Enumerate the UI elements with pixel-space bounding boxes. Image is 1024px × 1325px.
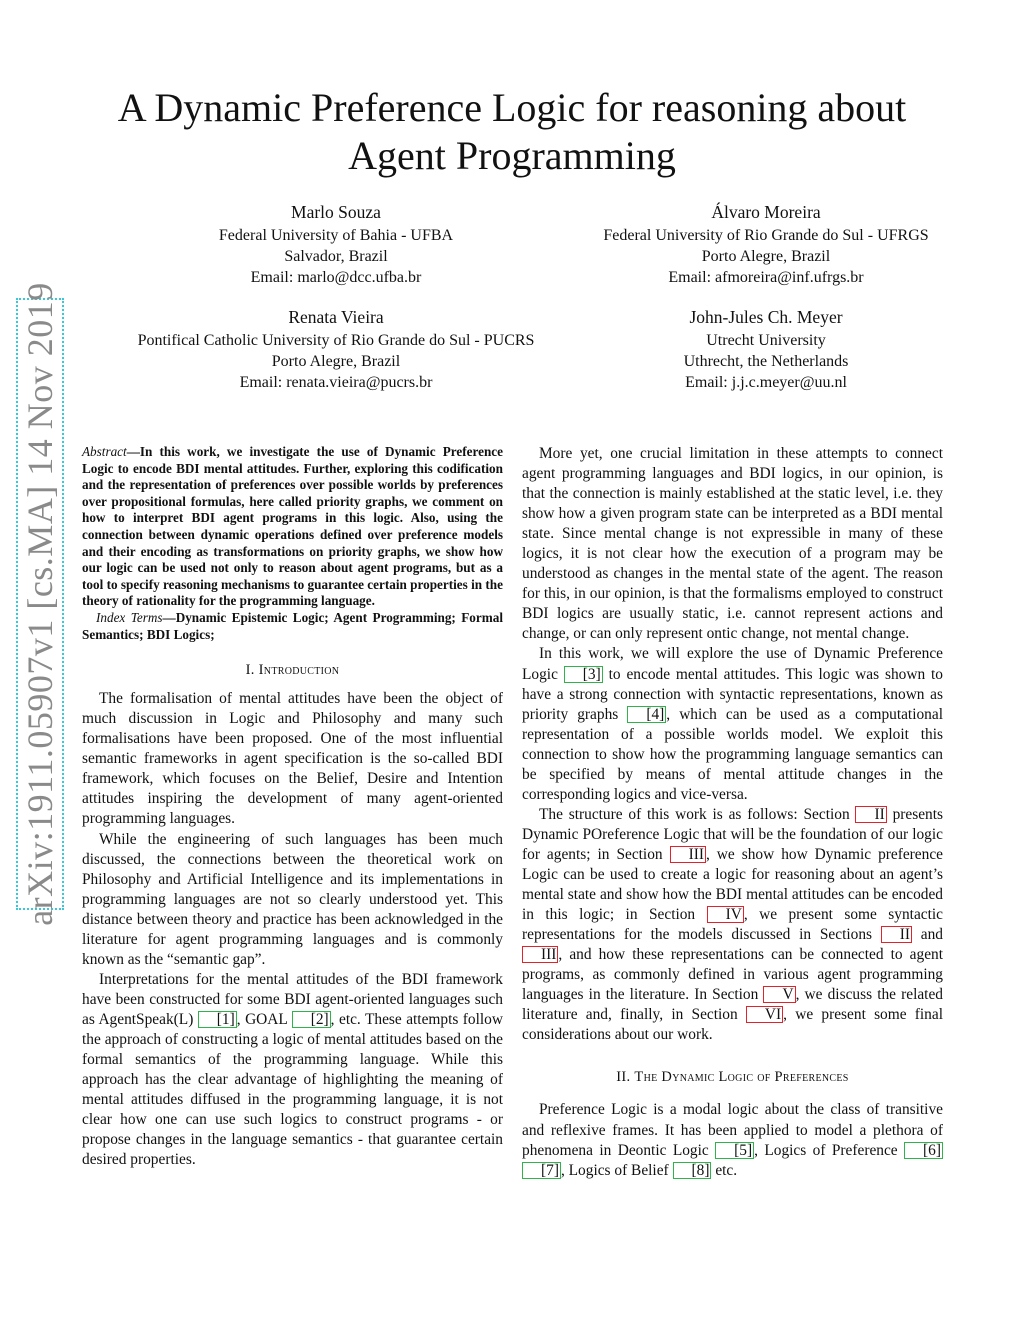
author-email: Email: marlo@dcc.ufba.br	[250, 269, 422, 286]
author-name: John-Jules Ch. Meyer	[689, 307, 843, 327]
paragraph: The structure of this work is as follows: Section II presents Dynamic POreference Logic that will be the foundation of our logic for agents; in Section III , we show how Dynamic preference Logic can be used to create a logic for reasoning about an agent’s mental state and show how the BDI mental attitudes can be encoded in this logic; in Section IV , we present some syntactic representations for the models discussed in Sections II and III , and how these representations can be connected to agent programs, as commonly defined in various agent programming languages in the literature. In Section V , we discuss the related literature and, finally, in Section VI , we present some final considerations about our work.	[522, 805, 944, 1044]
paragraph: In this work, we will explore the use of Dynamic Preference Logic [3] to encode mental attitudes. This logic was shown to have a strong connection with syntactic representations, known as priority graphs [4] , which can be used as a computational representation of a possible worlds model. We exploit this connection to show how the programming language semantics can be specified by means of mental attitude changes in the corresponding logics and vice-versa.	[522, 645, 943, 803]
author-location: Salvador, Brazil	[284, 248, 388, 265]
title-line-2: Agent Programming	[348, 133, 676, 178]
citation-link[interactable]: [4]	[627, 706, 666, 723]
section-link[interactable]: VI	[746, 1006, 783, 1023]
author-name: Álvaro Moreira	[711, 202, 821, 222]
arxiv-identifier: arXiv:1911.05907v1 [cs.MA] 14 Nov 2019	[20, 282, 60, 926]
author-affiliation: Federal University of Rio Grande do Sul - UFRGS	[603, 227, 929, 244]
author-affiliation: Utrecht University	[706, 332, 826, 349]
author-block	[586, 307, 946, 393]
author-name: Renata Vieira	[288, 307, 384, 327]
abstract-text: —In this work, we investigate the use of Dynamic Preference Logic to encode BDI mental attitudes. Further, exploring this codification and the representation of preferences over possible worlds by preferences over propositional formulas, here called priority graphs, we comment on how to interpret BDI agent programs in this logic. Also, using the connection between dynamic operations defined over preference models and their encoding as transformations on priority graphs, we show how our logic can be used not only to reason about agent programs, but as a tool to specify reasoning mechanisms to guarantee certain properties in the theory of rationality for the programming language.	[82, 444, 503, 609]
section-heading-introduction: I. Introduction	[245, 662, 340, 679]
author-name: Marlo Souza	[291, 202, 381, 222]
index-terms-text: —Dynamic Epistemic Logic; Agent Programming; Formal Semantics; BDI Logics;	[82, 609, 503, 642]
right-column	[522, 444, 943, 1181]
author-block	[566, 202, 966, 288]
arxiv-stamp	[16, 282, 64, 926]
citation-link[interactable]: [7]	[522, 1162, 561, 1179]
citation-link[interactable]: [8]	[673, 1162, 712, 1179]
abstract	[82, 444, 503, 643]
author-email: Email: afmoreira@inf.ufrgs.br	[668, 269, 864, 286]
paragraph: More yet, one crucial limitation in these attempts to connect agent programming languages and BDI logics, in our opinion, is that the connection is mainly established at the static level, i.e. they show how a given program state can be interpreted as a BDI mental state. Since mental change is not expressible in many of these logics, it is not clear how the execution of a program may be understood as changes in the mental state of the agent. The reason for this, in our opinion, is that the formalisms employed to construct BDI logics are usually static, i.e. cannot represent actions and change, or can only represent ontic change, not mental change.	[522, 445, 943, 643]
abstract-label: Abstract	[82, 444, 127, 459]
author-location: Porto Alegre, Brazil	[701, 248, 831, 265]
section-link[interactable]: III	[522, 946, 558, 963]
author-location: Porto Alegre, Brazil	[271, 353, 401, 370]
paper-title	[80, 84, 944, 180]
author-location: Uthrecht, the Netherlands	[683, 353, 849, 370]
paragraph: Interpretations for the mental attitudes of the BDI framework have been constructed for some BDI agent-oriented languages such as AgentSpeak(L) [1] , GOAL [2] , etc. These attempts follow the approach of constructing a logic of mental attitudes based on the formal semantics of the programming language. While this approach has the clear advantage of highlighting the meaning of mental attitudes diffused in the programming language, it is not clear how one can use such logics to construct programs - or propose changes in the language semantics - that guarantee certain desired properties.	[82, 970, 503, 1169]
citation-link[interactable]: [1]	[198, 1011, 237, 1028]
section-link[interactable]: III	[670, 846, 706, 863]
index-terms	[82, 610, 503, 643]
author-email: Email: renata.vieira@pucrs.br	[239, 374, 433, 391]
citation-link[interactable]: [5]	[715, 1142, 754, 1159]
section-heading-dynamic-logic: II. The Dynamic Logic of Preferences	[616, 1069, 849, 1086]
author-email: Email: j.j.c.meyer@uu.nl	[685, 374, 847, 391]
author-affiliation: Federal University of Bahia - UFBA	[218, 227, 454, 244]
section-link[interactable]: V	[763, 986, 795, 1003]
section-link[interactable]: II	[881, 926, 912, 943]
paragraph: While the engineering of such languages has been much discussed, the connections between the theoretical work on Philosophy and Artificial Intelligence and its implementations in programming languages are not so clearly understood yet. This distance between theory and practice has been acknowledged in the literature for agent programming languages and is commonly known as the “semantic gap”.	[82, 830, 503, 968]
author-block	[66, 307, 606, 393]
author-affiliation: Pontifical Catholic University of Rio Grande do Sul - PUCRS	[137, 332, 535, 349]
citation-link[interactable]: [6]	[904, 1142, 943, 1159]
title-line-1: A Dynamic Preference Logic for reasoning about	[117, 85, 907, 130]
paragraph: The formalisation of mental attitudes have been the object of much discussion in Logic and Philosophy and many such formalisations have been proposed. One of the most influential semantic frameworks in agent specification is the so-called BDI framework, which focuses on the Belief, Desire and Intention attitudes inspiring the development of many agent-oriented programming languages.	[82, 690, 503, 828]
left-column	[82, 444, 503, 1170]
author-block	[186, 202, 486, 288]
section-link[interactable]: IV	[707, 906, 744, 923]
section-link[interactable]: II	[855, 806, 886, 823]
paragraph: Preference Logic is a modal logic about the class of transitive and reflexive frames. It has been applied to model a plethora of phenomena in Deontic Logic [5] , Logics of Preference [6][7] , Logics of Belief [8] etc.	[522, 1101, 943, 1179]
index-terms-label: Index Terms	[96, 609, 163, 625]
abstract-paragraph	[82, 444, 503, 610]
citation-link[interactable]: [3]	[564, 666, 603, 683]
citation-link[interactable]: [2]	[292, 1011, 331, 1028]
